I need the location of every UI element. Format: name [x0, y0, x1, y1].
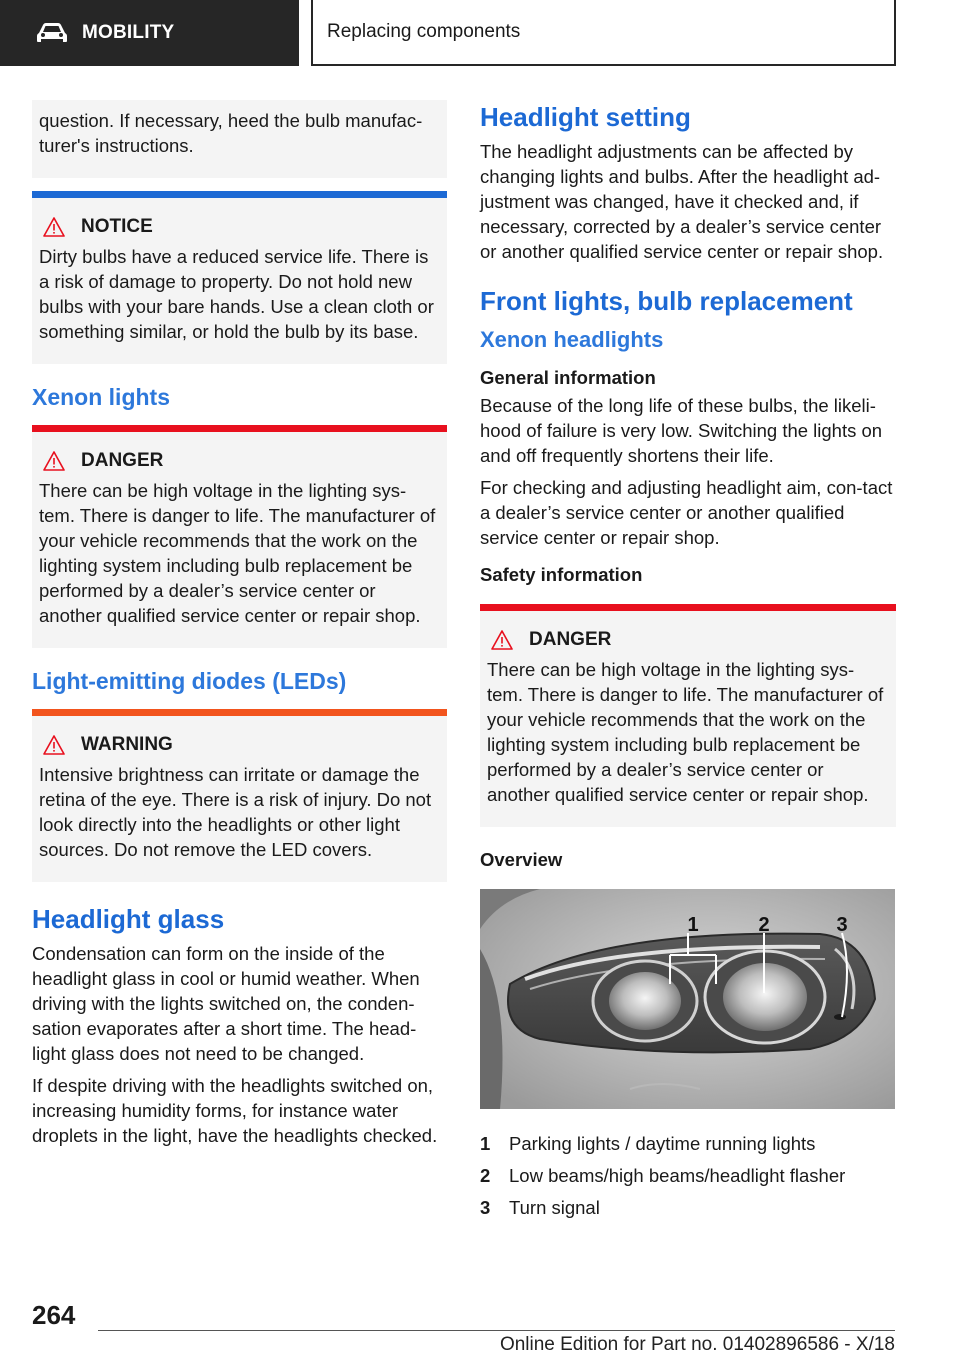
warning-triangle-icon: [43, 451, 65, 471]
headlight-setting-text: The headlight adjustments can be affected by changing lights and bulbs. After the headlight ad‐justment was changed, have it checked and, if necessary, corrected by a dealer’s service center or another qualified service center or repair shop.: [480, 141, 884, 262]
notice-box: [32, 191, 447, 364]
general-paragraph-2: For checking and adjusting headlight aim, con‐tact a dealer’s service center or another qualified service center or repair shop.: [480, 477, 893, 548]
legend-number: 3: [480, 1197, 491, 1218]
left-column: [32, 100, 447, 1155]
continued-note-box: [32, 100, 447, 178]
warning-triangle-icon: [43, 735, 65, 755]
xenon-lights-heading: Xenon lights: [32, 384, 170, 410]
danger-title: DANGER: [81, 450, 164, 471]
figure-callout-3: 3: [836, 914, 848, 936]
xenon-headlights-heading: Xenon headlights: [480, 327, 664, 352]
danger-text: There can be high voltage in the lighting sys‐tem. There is danger to life. The manufacturer of your vehicle recommends that the work on the lighting system including bulb replacement be performed by a dealer’s service center or another qualified service center or repair shop.: [39, 480, 436, 626]
warning-triangle-icon: [43, 217, 65, 237]
section-tab: [0, 0, 299, 66]
glass-paragraph-2: If despite driving with the headlights switched on, increasing humidity forms, for instance water droplets in the light, have the headlights checked.: [32, 1075, 438, 1146]
led-heading: Light-emitting diodes (LEDs): [32, 668, 347, 694]
continued-note-text: question. If necessary, heed the bulb manufac‐turer's instructions.: [39, 110, 423, 156]
headlight-overview-figure: [480, 889, 895, 1109]
notice-text: Dirty bulbs have a reduced service life. There is a risk of damage to property. Do not hold new bulbs with your bare hands. Use a clean cloth or something similar, or hold the bulb by its base.: [39, 246, 434, 342]
edition-text: Online Edition for Part no. 01402896586 - X/18: [499, 1334, 895, 1355]
general-paragraph-1: Because of the long life of these bulbs, the likeli‐hood of failure is very low. Switching the lights on and off frequently shortens their life.: [480, 395, 883, 466]
legend-text: Parking lights / daytime running lights: [509, 1133, 816, 1154]
xenon-danger-box: [32, 425, 447, 648]
page-number: 264: [32, 1300, 76, 1330]
warning-text: Intensive brightness can irritate or damage the retina of the eye. There is a risk of injury. Do not look directly into the headlights or other light sources. Do not remove the LED covers.: [39, 764, 432, 860]
legend-item: [480, 1160, 896, 1192]
notice-title: NOTICE: [81, 216, 153, 237]
overview-heading: Overview: [480, 849, 563, 870]
safety-danger-box: [480, 604, 896, 827]
legend-number: 2: [480, 1165, 491, 1186]
page-header: [0, 0, 960, 66]
overview-legend: [480, 1128, 896, 1224]
legend-item: [480, 1192, 896, 1224]
danger-header: [487, 629, 889, 651]
led-warning-box: [32, 709, 447, 882]
warning-header: [39, 734, 440, 756]
glass-paragraph-1: Condensation can form on the inside of the headlight glass in cool or humid weather. When driving with the lights switched on, the conden‐sation evaporates after a short time. The head‐light glass does not need to be changed.: [32, 943, 420, 1064]
chapter-label: Replacing components: [327, 21, 521, 42]
warning-title: WARNING: [81, 734, 173, 755]
figure-callout-1: 1: [687, 914, 699, 936]
front-lights-heading: Front lights, bulb replacement: [480, 286, 853, 316]
notice-header: [39, 216, 440, 238]
figure-callout-2: 2: [758, 914, 770, 936]
footer-divider: [98, 1330, 895, 1331]
legend-number: 1: [480, 1133, 491, 1154]
headlight-glass-heading: Headlight glass: [32, 904, 225, 934]
section-label: MOBILITY: [82, 22, 175, 43]
general-info-heading: General information: [480, 367, 656, 388]
legend-item: [480, 1128, 896, 1160]
danger-text: There can be high voltage in the lighting sys‐tem. There is danger to life. The manufacturer of your vehicle recommends that the work on the lighting system including bulb replacement be performed by a dealer’s service center or another qualified service center or repair shop.: [487, 659, 884, 805]
headlight-setting-heading: Headlight setting: [480, 102, 691, 132]
legend-text: Low beams/high beams/headlight flasher: [509, 1165, 846, 1186]
danger-title: DANGER: [529, 629, 612, 650]
right-column: [480, 100, 896, 1224]
car-icon: [36, 22, 68, 44]
safety-info-heading: Safety information: [480, 564, 643, 585]
legend-text: Turn signal: [509, 1197, 600, 1218]
chapter-tab: [311, 0, 896, 66]
danger-header: [39, 450, 440, 472]
warning-triangle-icon: [491, 630, 513, 650]
